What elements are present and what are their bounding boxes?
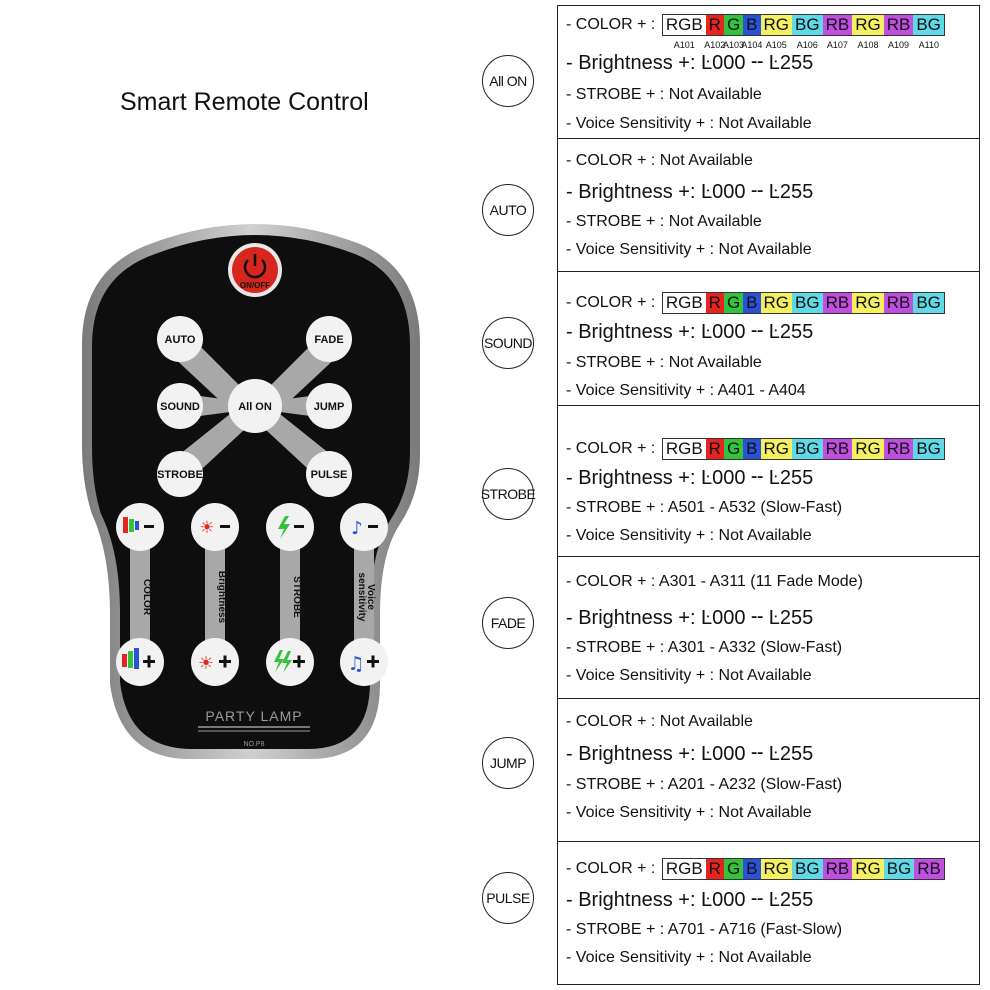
color-code: RG: [761, 439, 793, 459]
strobe-plus-button[interactable]: [266, 638, 314, 686]
color-subcode: A102: [704, 40, 726, 50]
color-code: R: [706, 15, 724, 35]
power-label: ON/OFF: [239, 281, 271, 290]
color-subcode: A105: [765, 40, 787, 50]
color-code-strip: [662, 438, 945, 460]
svg-text:COLOR: COLOR: [141, 578, 152, 616]
color-code: RGB: [663, 439, 706, 459]
svg-text:STROBE: STROBE: [291, 576, 302, 618]
brightness-plus-button[interactable]: [191, 638, 239, 686]
strobe-line: - STROBE + : Not Available: [566, 354, 762, 371]
color-code: G: [724, 15, 743, 35]
color-code: G: [724, 439, 743, 459]
brightness-line: - Brightness +: Ŀ000 ╌ Ŀ255: [566, 467, 814, 489]
color-subcode: A106: [796, 40, 818, 50]
power-button[interactable]: [228, 243, 282, 297]
color-code: B: [743, 15, 760, 35]
color-code: RB: [884, 15, 914, 35]
auto-button[interactable]: [157, 316, 203, 362]
brightness-line: - Brightness +: Ŀ000 ╌ Ŀ255: [566, 607, 814, 629]
color-code: RB: [823, 15, 853, 35]
svg-text:SOUND: SOUND: [160, 401, 200, 413]
color-bars-icon: [123, 517, 128, 533]
strobe-line: - STROBE + : Not Available: [566, 213, 762, 230]
mode-sound: SOUND: [482, 317, 534, 369]
mode-pulse: PULSE: [482, 872, 534, 924]
color-label: - COLOR + :: [566, 294, 656, 312]
color-label: - COLOR + :: [566, 860, 656, 878]
color-code-strip: [662, 14, 945, 36]
mode-fade: FADE: [482, 597, 534, 649]
sun-icon: ☀: [197, 653, 215, 674]
panel-sound: [557, 271, 980, 406]
panel-all-on: [557, 5, 980, 139]
color-code: BG: [913, 439, 944, 459]
model-label: NO.P8: [243, 741, 265, 748]
mode-auto: AUTO: [482, 184, 534, 236]
color-code: RGB: [663, 293, 706, 313]
color-subcode: A108: [857, 40, 879, 50]
voice-line: - Voice Sensitivity + : Not Available: [566, 667, 812, 684]
color-minus-button[interactable]: [116, 503, 164, 551]
brightness-line: - Brightness +: Ŀ000 ╌ Ŀ255: [566, 181, 814, 203]
color-code: B: [743, 859, 760, 879]
strobe-line: - STROBE + : A201 - A232 (Slow-Fast): [566, 776, 843, 793]
color-code: BG: [884, 859, 915, 879]
voice-line: - Voice Sensitivity + : A401 - A404: [566, 382, 806, 399]
svg-text:sensitivity: sensitivity: [356, 572, 367, 622]
color-code: G: [724, 859, 743, 879]
color-plus-button[interactable]: [116, 638, 164, 686]
color-code: RB: [884, 439, 914, 459]
color-code: B: [743, 439, 760, 459]
color-code-strip: [662, 858, 945, 880]
strobe-line: - STROBE + : A501 - A532 (Slow-Fast): [566, 499, 843, 516]
svg-text:FADE: FADE: [314, 334, 344, 346]
color-code: RB: [914, 859, 944, 879]
svg-text:AUTO: AUTO: [164, 334, 196, 346]
all-on-button[interactable]: [228, 379, 282, 433]
color-code: RG: [852, 15, 884, 35]
color-code: RG: [852, 293, 884, 313]
color-code: R: [706, 859, 724, 879]
color-line: - COLOR + : Not Available: [566, 713, 753, 730]
music-notes-icon: ♫: [347, 653, 365, 675]
color-code: BG: [913, 293, 944, 313]
color-code: G: [724, 293, 743, 313]
color-code: RGB: [663, 859, 706, 879]
voice-line: - Voice Sensitivity + : Not Available: [566, 949, 812, 966]
color-subcode: A110: [918, 40, 939, 50]
brightness-line: - Brightness +: Ŀ000 ╌ Ŀ255: [566, 321, 814, 343]
strobe-line: - STROBE + : A301 - A332 (Slow-Fast): [566, 639, 843, 656]
fade-button[interactable]: [306, 316, 352, 362]
color-code: RB: [823, 293, 853, 313]
strobe-line: - STROBE + : Not Available: [566, 86, 762, 103]
color-code: RGB: [663, 15, 706, 35]
svg-text:All ON: All ON: [238, 401, 272, 413]
color-code: RG: [761, 15, 793, 35]
brand-label: PARTY LAMP: [205, 708, 303, 724]
color-code: BG: [792, 859, 823, 879]
color-line: - COLOR + : Not Available: [566, 152, 753, 169]
strobe-minus-button[interactable]: [266, 503, 314, 551]
color-subcode: A103: [723, 40, 745, 50]
color-line: - COLOR + : A301 - A311 (11 Fade Mode): [566, 573, 863, 590]
svg-text:PULSE: PULSE: [310, 469, 348, 481]
color-code: RB: [823, 859, 853, 879]
color-bars-icon: [122, 654, 127, 667]
color-slider[interactable]: [130, 539, 152, 654]
brightness-line: - Brightness +: Ŀ000 ╌ Ŀ255: [566, 889, 814, 911]
panel-pulse: [557, 841, 980, 985]
voice-line: - Voice Sensitivity + : Not Available: [566, 804, 812, 821]
color-code: BG: [792, 293, 823, 313]
color-code: BG: [913, 15, 944, 35]
svg-text:Brightness: Brightness: [216, 570, 227, 624]
color-code: BG: [792, 439, 823, 459]
color-subcode: A104: [741, 40, 763, 50]
color-subcode: A109: [888, 40, 910, 50]
svg-text:STROBE: STROBE: [157, 469, 203, 481]
mode-strobe: STROBE: [482, 468, 534, 520]
color-label: - COLOR + :: [566, 440, 656, 458]
mode-jump: JUMP: [482, 737, 534, 789]
panel-auto: [557, 138, 980, 272]
brightness-line: - Brightness +: Ŀ000 ╌ Ŀ255: [566, 743, 814, 765]
color-code: RB: [884, 293, 914, 313]
svg-text:Voice: Voice: [365, 584, 376, 610]
color-code: RG: [852, 439, 884, 459]
svg-text:JUMP: JUMP: [313, 401, 345, 413]
color-code: RG: [852, 859, 884, 879]
color-code: B: [743, 293, 760, 313]
color-code: RG: [761, 859, 793, 879]
jump-button[interactable]: [306, 383, 352, 429]
sun-icon: ☀: [199, 518, 215, 538]
color-code: R: [706, 439, 724, 459]
pulse-button[interactable]: [306, 451, 352, 497]
remote-control: [80, 214, 430, 774]
mode-all-on: All ON: [482, 55, 534, 107]
color-code: BG: [792, 15, 823, 35]
voice-minus-button[interactable]: [340, 503, 388, 551]
color-code-strip: [662, 292, 945, 314]
sound-button[interactable]: [157, 383, 203, 429]
voice-line: - Voice Sensitivity + : Not Available: [566, 115, 812, 132]
color-subcode: A107: [826, 40, 848, 50]
brightness-line: - Brightness +: Ŀ000 ╌ Ŀ255: [566, 52, 814, 74]
color-label: - COLOR + :: [566, 16, 656, 34]
panel-jump: [557, 698, 980, 842]
voice-plus-button[interactable]: [340, 638, 388, 686]
music-note-icon: ♪: [351, 518, 363, 539]
strobe-line: - STROBE + : A701 - A716 (Fast-Slow): [566, 921, 843, 938]
voice-line: - Voice Sensitivity + : Not Available: [566, 241, 812, 258]
panel-strobe: [557, 405, 980, 557]
brightness-minus-button[interactable]: [191, 503, 239, 551]
color-subcode: A101: [673, 40, 695, 50]
panel-fade: [557, 556, 980, 699]
strobe-button[interactable]: [157, 451, 203, 497]
voice-line: - Voice Sensitivity + : Not Available: [566, 527, 812, 544]
voice-slider[interactable]: [354, 539, 376, 654]
color-code: R: [706, 293, 724, 313]
page-title: Smart Remote Control: [120, 88, 369, 116]
color-code: RG: [761, 293, 793, 313]
brightness-slider[interactable]: [205, 539, 227, 654]
color-code: RB: [823, 439, 853, 459]
strobe-slider[interactable]: [280, 539, 302, 654]
